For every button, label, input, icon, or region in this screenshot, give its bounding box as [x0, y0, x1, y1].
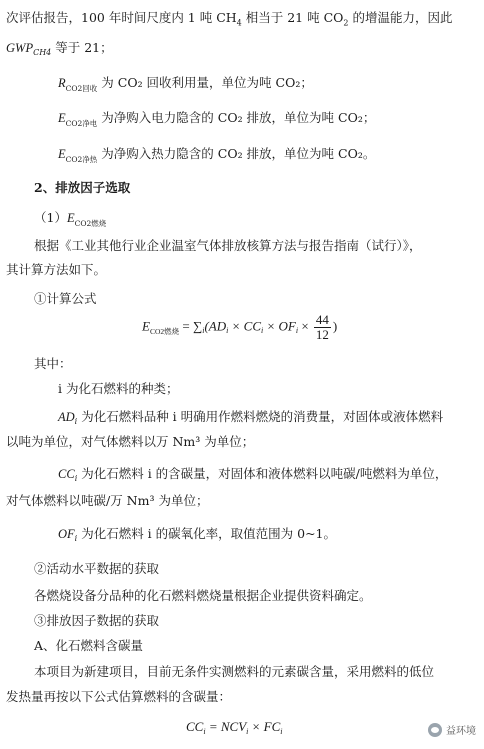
e-heat-subscript: CO2净热	[65, 155, 98, 164]
definition-cc-line-b: 对气体燃料以吨碳/万 Nm³ 为单位；	[6, 493, 209, 508]
paragraph-1-line-a: 根据《工业其他行业企业温室气体排放核算方法与报告指南（试行）》，	[34, 238, 422, 253]
e-combust-symbol: E	[66, 211, 75, 225]
subsection-heading-1	[34, 210, 106, 228]
ad-subscript: i	[74, 417, 78, 426]
text-line-e-heat	[58, 146, 375, 164]
formula-emission: $E_{CO2燃烧} = \sum_i(AD_i \times CC_i \times OF_i$ × $\frac{44}{12}$ )	[142, 312, 338, 342]
formula-lhs: E	[142, 318, 150, 334]
step-3-sub-a: A、化石燃料含碳量	[34, 638, 144, 653]
subsection-prefix: （1）	[34, 210, 67, 225]
e-elec-text: 为净购入电力隐含的 CO₂ 排放，单位为吨 CO₂；	[97, 110, 376, 125]
paragraph-2: 各燃烧设备分品种的化石燃料燃烧量根据企业提供资料确定。	[34, 588, 372, 603]
where-label: 其中：	[34, 356, 72, 371]
fraction-numerator: 44	[315, 312, 329, 327]
paragraph-3-line-b: 发热量再按以下公式估算燃料的含碳量：	[6, 689, 232, 704]
e-elec-symbol: E	[58, 111, 66, 125]
text-line-gwp	[6, 40, 113, 58]
formula-lhs-subscript: CO2燃烧	[149, 327, 180, 337]
e-combust-subscript: CO2燃烧	[74, 219, 107, 228]
of-text: 为化石燃料 i 的碳氧化率，取值范围为 0~1。	[77, 526, 337, 541]
line-1-part-a: 次评估报告，100 年时间尺度内 1 吨 CH	[6, 10, 237, 25]
of-subscript: i	[74, 534, 78, 543]
cc-text: 为化石燃料 i 的含碳量，对固体和液体燃料以吨碳/吨燃料为单位，	[77, 466, 448, 481]
of-symbol: OF	[58, 527, 75, 541]
watermark	[428, 722, 476, 737]
step-3-heading: ③排放因子数据的获取	[34, 613, 160, 628]
definition-i: i 为化石燃料的种类；	[58, 381, 179, 396]
gwp-subscript: CH4	[33, 48, 52, 57]
r-symbol: R	[58, 76, 66, 90]
cc-formula-fc-sub: i	[280, 727, 283, 736]
text-line-r-recovery	[58, 75, 313, 93]
paragraph-3-line-a: 本项目为新建项目，目前无条件实测燃料的元素碳含量，采用燃料的低位	[34, 664, 435, 679]
e-heat-symbol: E	[58, 147, 66, 161]
paragraph-1-line-b: 其计算方法如下。	[6, 262, 107, 277]
formula-carbon-content	[186, 719, 283, 735]
formula-of: × OF	[263, 318, 296, 334]
formula-fraction	[314, 313, 331, 342]
co2-subscript: 2	[343, 18, 349, 28]
gwp-text: 等于 21；	[51, 40, 113, 55]
text-line-1	[6, 10, 452, 26]
definition-cc-line-a	[58, 466, 447, 484]
cc-symbol: CC	[58, 467, 75, 481]
step-2-heading: ②活动水平数据的获取	[34, 561, 160, 576]
cc-formula-ncv-sub: i	[246, 727, 249, 736]
ch4-subscript: 4	[236, 18, 242, 28]
ad-text: 为化石燃料品种 i 明确用作燃料燃烧的消费量，对固体或液体燃料	[77, 409, 444, 424]
r-subscript: CO2回收	[65, 84, 98, 93]
gwp-symbol: GWP	[6, 41, 34, 55]
step-1-heading: ①计算公式	[34, 291, 97, 306]
cc-formula-fc: × FC	[248, 719, 281, 734]
formula-cc: × CC	[228, 318, 261, 334]
line-1-part-b: 相当于 21 吨 CO	[241, 10, 344, 25]
text-line-e-electric	[58, 110, 375, 128]
cc-formula-lhs: CC	[186, 719, 204, 734]
cc-formula-lhs-sub: i	[203, 727, 206, 736]
definition-ad-line-a	[58, 409, 443, 427]
cc-subscript: i	[74, 474, 78, 483]
formula-sum: = ∑	[179, 318, 203, 334]
watermark-text: 益环境	[446, 726, 476, 737]
formula-times: ×	[298, 318, 312, 334]
r-text: 为 CO₂ 回收利用量，单位为吨 CO₂；	[97, 75, 313, 90]
wechat-icon	[428, 723, 442, 737]
formula-ad: (AD	[204, 318, 227, 334]
ad-symbol: AD	[58, 410, 75, 424]
line-1-part-c: 的增温能力，因此	[348, 10, 453, 25]
e-elec-subscript: CO2净电	[65, 119, 98, 128]
definition-of	[58, 526, 336, 544]
section-heading-2: 2、排放因子选取	[34, 180, 131, 195]
formula-sum-index: i	[202, 326, 205, 336]
fraction-denominator: 12	[315, 327, 329, 342]
cc-formula-ncv: = NCV	[205, 719, 247, 734]
definition-ad-line-b: 以吨为单位，对气体燃料以万 Nm³ 为单位；	[6, 434, 255, 449]
e-heat-text: 为净购入热力隐含的 CO₂ 排放，单位为吨 CO₂。	[97, 146, 376, 161]
formula-close-paren: )	[332, 318, 338, 334]
